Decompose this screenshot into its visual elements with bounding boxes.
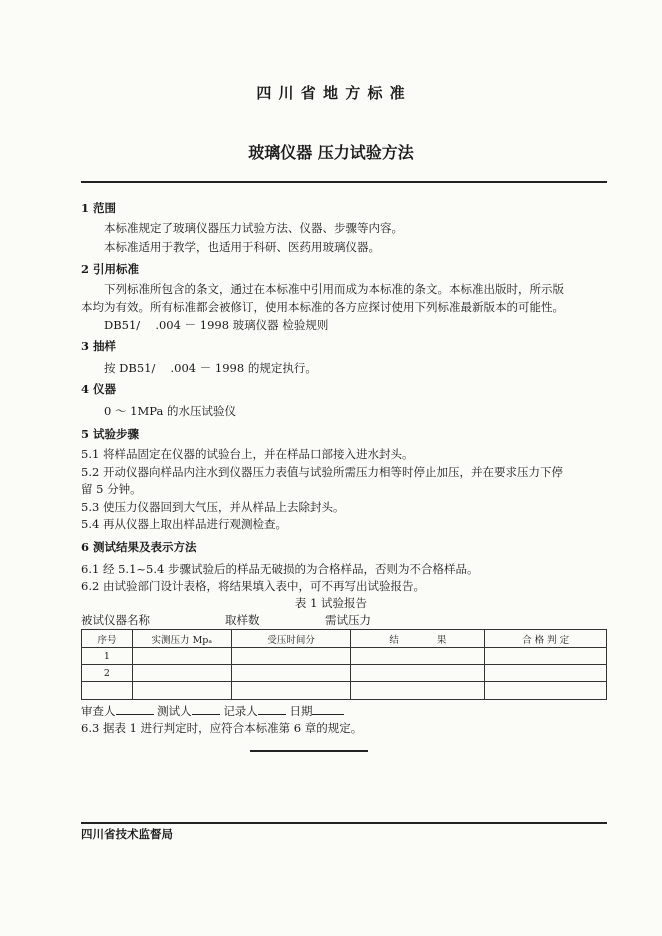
section-5-item-2-line-2: 留 5 分钟。 [81,482,142,496]
table-cell [132,682,231,700]
section-4-para: 0 ～ 1MPa 的水压试验仪 [104,404,236,418]
signature-recorder-label: 记录人 [223,704,258,718]
table-cell [231,682,351,700]
signature-line [81,702,344,719]
section-3-para: 按 DB51/ .004 － 1998 的规定执行。 [104,361,317,375]
section-5-item-2-line-1: 5.2 开动仪器向样品内注水到仪器压力表值与试验所需压力相等时停止加压，并在要求压力下停 [81,465,563,479]
table-cell [132,665,231,682]
table-cell [132,648,231,665]
section-4-heading: 4 仪器 [81,382,117,396]
col-header-pressure-time: 受压时间分 [231,630,351,648]
signature-recorder-blank [258,702,286,715]
section-6-heading: 6 测试结果及表示方法 [81,540,197,554]
field-sample-count: 取样数 [225,613,260,627]
section-6-item-3: 6.3 据表 1 进行判定时，应符合本标准第 6 章的规定。 [81,721,363,735]
report-table [81,629,607,700]
section-2-heading: 2 引用标准 [81,262,140,276]
signature-tester-label: 测试人 [157,704,192,718]
col-header-pass-judgement: 合 格 判 定 [485,630,607,648]
table-caption: 表 1 试验报告 [294,596,368,610]
signature-date-blank [312,702,344,715]
section-6-item-2: 6.2 由试验部门设计表格，将结果填入表中，可不再写出试验报告。 [81,579,425,593]
col-header-result: 结 果 [351,630,485,648]
table-cell [231,648,351,665]
col-header-measured-pressure: 实测压力 Mpₐ [132,630,231,648]
table-row [82,648,607,665]
org-title: 四 川 省 地 方 标 准 [256,84,406,102]
section-1-heading: 1 范围 [81,201,117,215]
signature-date-label: 日期 [289,704,313,718]
section-1-para-1: 本标准规定了玻璃仪器压力试验方法、仪器、步骤等内容。 [104,221,403,235]
end-rule [250,750,368,752]
table-cell [351,682,485,700]
table-cell [351,665,485,682]
section-5-item-1: 5.1 将样品固定在仪器的试验台上，并在样品口部接入进水封头。 [81,447,414,461]
section-6-item-1: 6.1 经 5.1~5.4 步骤试验后的样品无破损的为合格样品，否则为不合格样品。 [81,562,479,576]
footer-rule [81,822,607,824]
table-cell [351,648,485,665]
section-2-para-line-2: 本均为有效。所有标准都会被修订，使用本标准的各方应探讨使用下列标准最新版本的可能性。 [81,300,564,314]
field-instrument-name: 被试仪器名称 [81,613,150,627]
table-header-row [82,630,607,648]
table-cell [485,648,607,665]
section-5-item-4: 5.4 再从仪器上取出样品进行观测检查。 [81,517,287,531]
table-cell [231,665,351,682]
row-number-cell: 2 [82,665,133,682]
section-2-reference: DB51/ .004 － 1998 玻璃仪器 检验规则 [104,318,329,332]
section-5-item-3: 5.3 使压力仪器回到大气压，并从样品上去除封头。 [81,500,345,514]
section-5-heading: 5 试验步骤 [81,427,140,441]
table-cell [82,682,133,700]
table-row [82,665,607,682]
signature-reviewer-label: 审查人 [81,704,116,718]
field-test-pressure: 需试压力 [325,613,371,627]
col-header-number: 序号 [82,630,133,648]
section-2-para-line-1: 下列标准所包含的条文，通过在本标准中引用而成为本标准的条文。本标准出版时，所示版 [104,282,564,296]
signature-tester-blank [192,702,220,715]
table-cell [485,665,607,682]
row-number-cell: 1 [82,648,133,665]
section-1-para-2: 本标准适用于教学，也适用于科研、医药用玻璃仪器。 [104,240,380,254]
doc-title: 玻璃仪器 压力试验方法 [248,143,414,162]
table-cell [485,682,607,700]
signature-reviewer-blank [116,702,154,715]
table-row [82,682,607,700]
issuer-name: 四川省技术监督局 [81,827,173,841]
header-rule [81,181,607,183]
section-3-heading: 3 抽样 [81,339,117,353]
